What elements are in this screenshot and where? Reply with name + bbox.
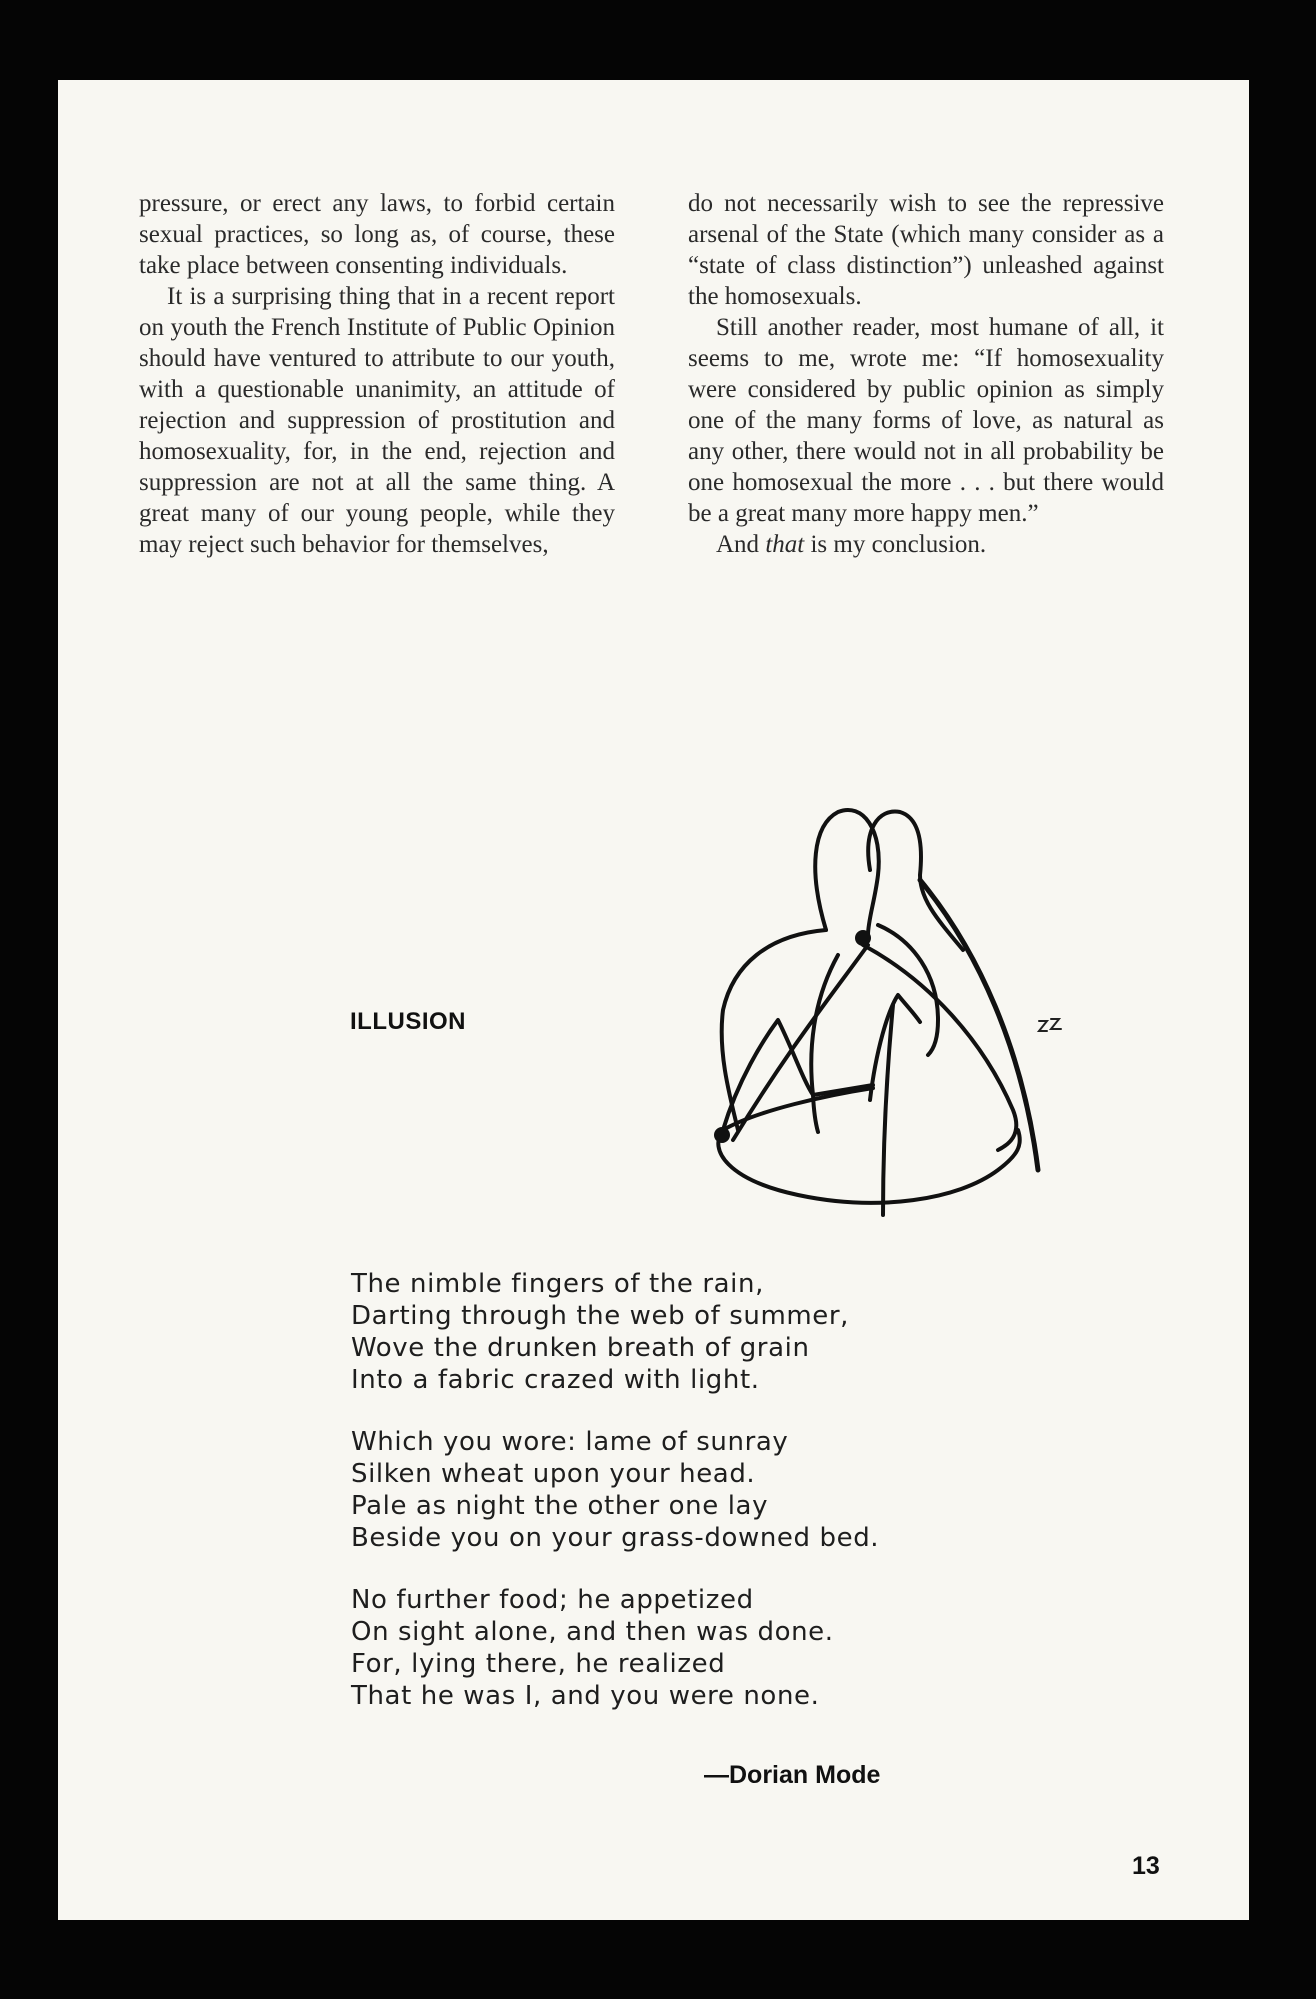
- artist-initials-icon: [1033, 1015, 1073, 1045]
- poem-line: Into a fabric crazed with light.: [351, 1365, 760, 1395]
- poem-line: Wove the drunken breath of grain: [351, 1333, 810, 1363]
- poem-line: Which you wore: lame of sunray: [351, 1427, 789, 1457]
- poem-line: Darting through the web of summer,: [351, 1301, 850, 1331]
- poem-line: For, lying there, he realized: [351, 1649, 726, 1679]
- poem-stanza: [351, 1268, 879, 1396]
- poem-stanza: [351, 1584, 879, 1712]
- line-drawing-two-figures-icon: [638, 750, 1058, 1250]
- article-paragraph: Still another reader, most humane of all, it seems to me, wrote me: “If homosexuality were considered by public opinion as simply one of the many forms of love, as natural as any other, there would not in all probability be one homosexual the more . . . but there would be a great many more happy men.”: [688, 314, 1164, 527]
- conclusion-text: is my conclusion.: [804, 531, 987, 558]
- conclusion-text: And: [716, 531, 766, 558]
- article-paragraph: It is a surprising thing that in a recent report on youth the French Institute of Public Opinion should have ventured to attribute to our youth, with a questionable unanimity, an attitude of rejection and suppression of prostitution and homosexuality, for, in the end, rejection and suppression are not at all the same thing. A great many of our young people, while they may reject such behavior for themselves,: [139, 283, 615, 558]
- poem-author: —Dorian Mode: [704, 1761, 881, 1789]
- magazine-page: [58, 80, 1249, 1920]
- page-number: 13: [1132, 1852, 1160, 1880]
- poem-line: That he was I, and you were none.: [351, 1681, 820, 1711]
- poem-line: Pale as night the other one lay: [351, 1491, 769, 1521]
- conclusion-emphasis: that: [765, 531, 805, 558]
- poem-line: No further food; he appetized: [351, 1585, 754, 1615]
- poem-line: Silken wheat upon your head.: [351, 1459, 756, 1489]
- poem-title: ILLUSION: [350, 1008, 466, 1035]
- poem-line: On sight alone, and then was done.: [351, 1617, 834, 1647]
- article-paragraph: pressure, or erect any laws, to forbid certain sexual practices, so long as, of course, these take place between consenting individuals.: [139, 190, 615, 279]
- poem-body: [351, 1268, 879, 1742]
- article-paragraph: do not necessarily wish to see the repressive arsenal of the State (which many consider as a “state of class distinction”) unleashed against the homosexuals.: [688, 190, 1164, 310]
- poem-line: The nimble fingers of the rain,: [351, 1269, 764, 1299]
- article-conclusion: [688, 529, 1164, 560]
- article-left-column: [139, 188, 615, 560]
- article-right-column: [688, 188, 1164, 560]
- poem-stanza: [351, 1426, 879, 1554]
- poem-line: Beside you on your grass-downed bed.: [351, 1523, 880, 1553]
